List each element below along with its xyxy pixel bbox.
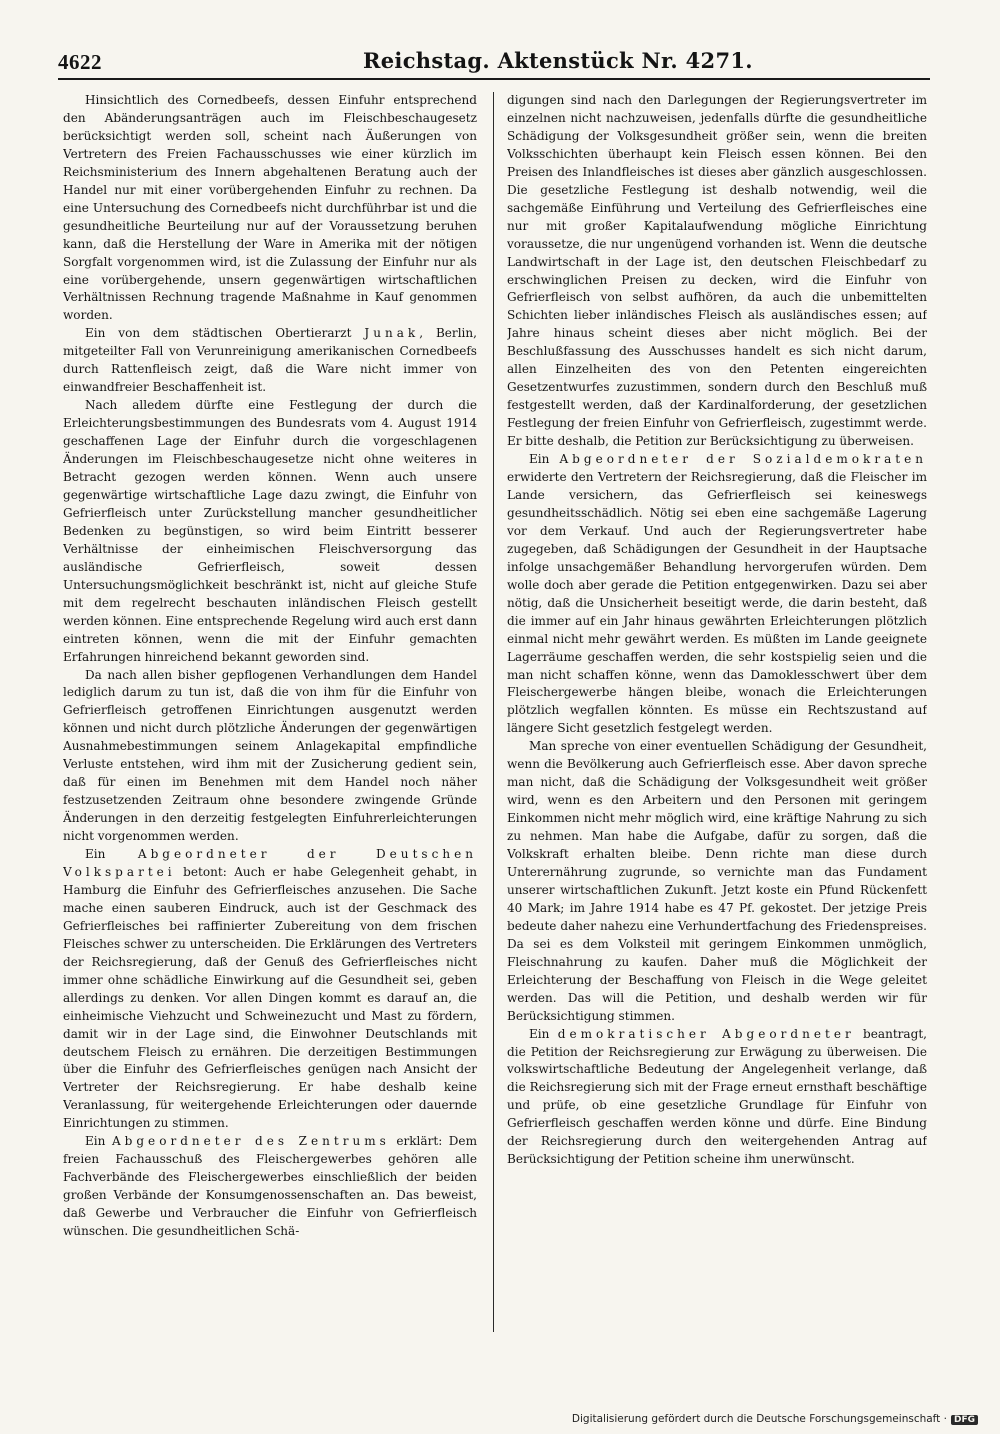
paragraph-text: Ein xyxy=(529,452,560,467)
speaker-party: Abgeordneter der Deutschen Volkspartei xyxy=(63,847,477,879)
paragraph-volkspartei xyxy=(63,846,477,1133)
paragraph-text: erklärt: Dem freien Fachausschuß des Fleischergewerbes gehören alle Fachverbände des Fleischergewerbes einschließlich der beiden großen Verbände der Konsumgenossenschaften an. Das beweist, daß Gewerbe und Verbraucher die Einfuhr von Gefrierfleisch wünschen. Die gesundheitlichen Schä- xyxy=(63,1134,477,1239)
page-header xyxy=(58,46,930,82)
right-column xyxy=(507,92,927,1332)
running-title: Reichstag. Aktenstück Nr. 4271. xyxy=(363,48,753,73)
paragraph-cornedbeef: Hinsichtlich des Cornedbeefs, dessen Einfuhr entsprechend den Abänderungsanträgen auch im Fleischbeschaugesetz berücksichtigt werden soll, scheint nach Äußerungen von Vertretern des Freien Fachausschusses wie einer kürzlich im Reichsministerium des Innern abgehaltenen Beratung auch der Handel nur mit einer vorübergehenden Einfuhr zu rechnen. Da eine Untersuchung des Cornedbeefs nicht durchführbar ist und die gesundheitliche Beurteilung nur auf der Voraussetzung beruhen kann, daß die Herstellung der Ware in Amerika mit der nötigen Sorgfalt vorgenommen wird, ist die Zulassung der Einfuhr nur als eine vorübergehende, unsern gegenwärtigen wirtschaftlichen Verhältnissen Rechnung tragende Maßnahme in Kauf genommen worden. xyxy=(63,93,477,323)
digitization-credit xyxy=(572,1413,978,1425)
left-column xyxy=(63,92,477,1332)
paragraph-text: Ein xyxy=(85,1134,112,1149)
speaker-party: Abgeordneter des Zentrums xyxy=(111,1134,390,1149)
paragraph-festlegung: Nach alledem dürfte eine Festlegung der durch die Erleichterungsbestimmungen des Bundesrats vom 4. August 1914 geschaffenen Lage der Einfuhr durch die vorgeschlagenen Änderungen im Fleischbeschaugesetze nicht ohne weiteres in Betracht gezogen werden können. Wenn auch unsere gegenwärtige wirtschaftliche Lage dazu zwingt, die Einfuhr von Gefrierfleisch unter Zurückstellung mancher gesundheitlicher Bedenken zu begünstigen, so wird beim Eintritt besserer Verhältnisse der einheimischen Fleischversorgung das ausländische Gefrierfleisch, soweit dessen Untersuchungsmöglichkeit beschränkt ist, nicht auf gleiche Stufe mit dem regelrecht beschauten inländischen Fleisch gestellt werden können. Eine entsprechende Regelung wird auch erst dann eintreten können, wenn die mit der Einfuhr gemachten Erfahrungen hinreichend bekannt geworden sind. xyxy=(63,398,477,664)
column-divider xyxy=(493,92,494,1332)
paragraph-text: Ein xyxy=(85,847,138,862)
header-rule xyxy=(58,78,930,80)
paragraph-text: beantragt, die Petition der Reichsregierung zur Erwägung zu überweisen. Die volkswirtschaftliche Bedeutung der Angelegenheit verlange, daß die Reichsregierung sich mit der Frage erneut ernsthaft beschäftige und prüfe, ob eine gesetzliche Grundlage für Einfuhr von Gefrierfleisch geschaffen werden könne und dürfe. Eine Bindung der Reichsregierung durch den weitergehenden Antrag auf Berücksichtigung der Petition scheine ihm unerwünscht. xyxy=(507,1026,927,1167)
dfg-logo: DFG xyxy=(951,1415,978,1425)
speaker-party: demokratischer Abgeordneter xyxy=(557,1026,855,1041)
page-number: 4622 xyxy=(58,50,102,74)
paragraph-demokrat xyxy=(507,1026,927,1170)
paragraph-junak xyxy=(63,325,477,397)
person-name: Junak xyxy=(364,326,420,341)
paragraph-continuation: digungen sind nach den Darlegungen der Regierungsvertreter im einzelnen nicht nachzuweisen, jedenfalls dürfte die gesundheitliche Schädigung der Volksgesundheit größer sein, wenn die breiten Volksschichten überhaupt kein Fleisch essen können. Bei den Preisen des Inlandfleisches ist dieses aber gänzlich ausgeschlossen. Die gesetzliche Festlegung ist deshalb notwendig, weil die sachgemäße Einführung und Verteilung des Gefrierfleisches eine nur mit großer Kapitalaufwendung mögliche Einrichtung voraussetze, die nur ungenügend vorhanden ist. Wenn die deutsche Landwirtschaft in der Lage ist, den deutschen Fleischbedarf zu erschwinglichen Preisen zu decken, wird die Einfuhr von Gefrierfleisch von selbst aufhören, da auch die unbemittelten Schichten lieber inländisches Fleisch als ausländisches essen; auf Jahre hinaus scheint dieses aber nicht möglich. Bei der Beschlußfassung des Ausschusses handelt es sich nicht darum, allen Einzelheiten des von den Petenten eingereichten Gesetzentwurfes zuzustimmen, sondern durch den Beschluß muß festgestellt werden, daß der Kardinalforderung, der gesetzlichen Festlegung der freien Einfuhr von Gefrierfleisch, zugestimmt werde. Er bitte deshalb, die Petition zur Berücksichtigung zu überweisen. xyxy=(507,93,927,449)
paragraph-text: betont: Auch er habe Gelegenheit gehabt, in Hamburg die Einfuhr des Gefrierfleisches anzusehen. Die Sache mache einen sauberen Eindruck, auch ist der Geschmack des Gefrierfleisches bei raffinierter Zubereitung von dem frischen Fleisches schwer zu unterscheiden. Die Erklärungen des Vertreters der Reichsregierung, daß der Genuß des Gefrierfleisches nicht immer ohne schädliche Einwirkung auf die Gesundheit sei, geben allerdings zu denken. Vor allen Dingen kommt es darauf an, die einheimische Viehzucht und Schweinezucht und Mast zu fördern, damit wir in der Lage sind, die Einwohner Deutschlands mit deutschem Fleisch zu ernähren. Die derzeitigen Bestimmungen über die Einfuhr des Gefrierfleisches genügen nach Ansicht der Vertreter der Reichsregierung. Er habe deshalb keine Veranlassung, für weitergehende Erleichterungen oder dauernde Einrichtungen zu stimmen. xyxy=(63,864,477,1131)
paragraph-text: erwiderte den Vertretern der Reichsregierung, daß die Fleischer im Lande versichern, das Gefrierfleisch sei keineswegs gesundheitsschädlich. Nötig sei eben eine sachgemäße Lagerung vor dem Verkauf. Und auch der Regierungsvertreter habe zugegeben, daß Schädigungen der Gesundheit in der Hauptsache infolge unsachgemäßer Behandlung hervorgerufen würden. Dem wolle doch aber gerade die Petition entgegenwirken. Dazu sei aber nötig, daß die Unsicherheit beseitigt werde, die darin besteht, daß die immer auf ein Jahr hinaus gewährten Erleichterungen plötzlich einmal nicht mehr gewährt werden. Es müßten im Lande geeignete Lagerräume geschaffen werden, die sehr kostspielig seien und die man nicht schaffen könne, wenn das Damoklesschwert über dem Fleischergewerbe hängen bleibe, wonach die Erleichterungen plötzlich wegfallen könnten. Es müsse ein Rechtszustand auf längere Sicht gesetzlich festgelegt werden. xyxy=(507,470,927,736)
paragraph-sozialdemokraten xyxy=(507,451,927,738)
paragraph-zentrum xyxy=(63,1133,477,1241)
paragraph-text: Ein xyxy=(529,1026,558,1041)
paragraph-text: , Berlin, mitgeteilter Fall von Verunreinigung amerikanischen Cornedbeefs durch Rattenfleisch zeigt, daß die Ware nicht immer von einwandfreier Beschaffenheit ist. xyxy=(63,326,477,395)
credit-text: Digitalisierung gefördert durch die Deutsche Forschungsgemeinschaft · xyxy=(571,1413,947,1425)
paragraph-gesundheit: Man spreche von einer eventuellen Schädigung der Gesundheit, wenn die Bevölkerung auch Gefrierfleisch esse. Aber davon spreche man nicht, daß die Schädigung der Volksgesundheit weit größer wird, wenn es den Arbeitern und den Personen mit geringem Einkommen nicht mehr möglich wird, eine kräftige Nahrung zu sich zu nehmen. Man habe die Aufgabe, dafür zu sorgen, daß die Volkskraft erhalten bleibe. Denn richte man diese durch Unterernährung zugrunde, so vernichte man das Fundament unserer wirtschaftlichen Zukunft. Jetzt koste ein Pfund Rückenfett 40 Mark; im Jahre 1914 habe es 47 Pf. gekostet. Der jetzige Preis bedeute daher nahezu eine Verhundertfachung des Friedenspreises. Da sei es dem Volksteil mit geringem Einkommen unmöglich, Fleischnahrung zu kaufen. Daher muß die Möglichkeit der Erleichterung der Beschaffung von Fleisch in die Wege geleitet werden. Das will die Petition, und deshalb werden wir für Berücksichtigung stimmen. xyxy=(507,739,927,1023)
paragraph-handel: Da nach allen bisher gepflogenen Verhandlungen dem Handel lediglich darum zu tun ist, daß die von ihm für die Einfuhr von Gefrierfleisch getroffenen Einrichtungen ausgenutzt werden können und nicht durch plötzliche Änderungen der gegenwärtigen Ausnahmebestimmungen seinem Anlagekapital empfindliche Verluste entstehen, wird ihm mit der Zusicherung gedient sein, daß für einen im Benehmen mit dem Handel noch näher festzusetzenden Zeitraum ohne besondere zwingende Gründe Änderungen in den derzeitig festgelegten Einfuhrerleichterungen nicht vorgenommen werden. xyxy=(63,667,477,844)
paragraph-text: Ein von dem städtischen Obertierarzt xyxy=(85,326,365,341)
speaker-party: Abgeordneter der Sozialdemokraten xyxy=(559,452,927,467)
